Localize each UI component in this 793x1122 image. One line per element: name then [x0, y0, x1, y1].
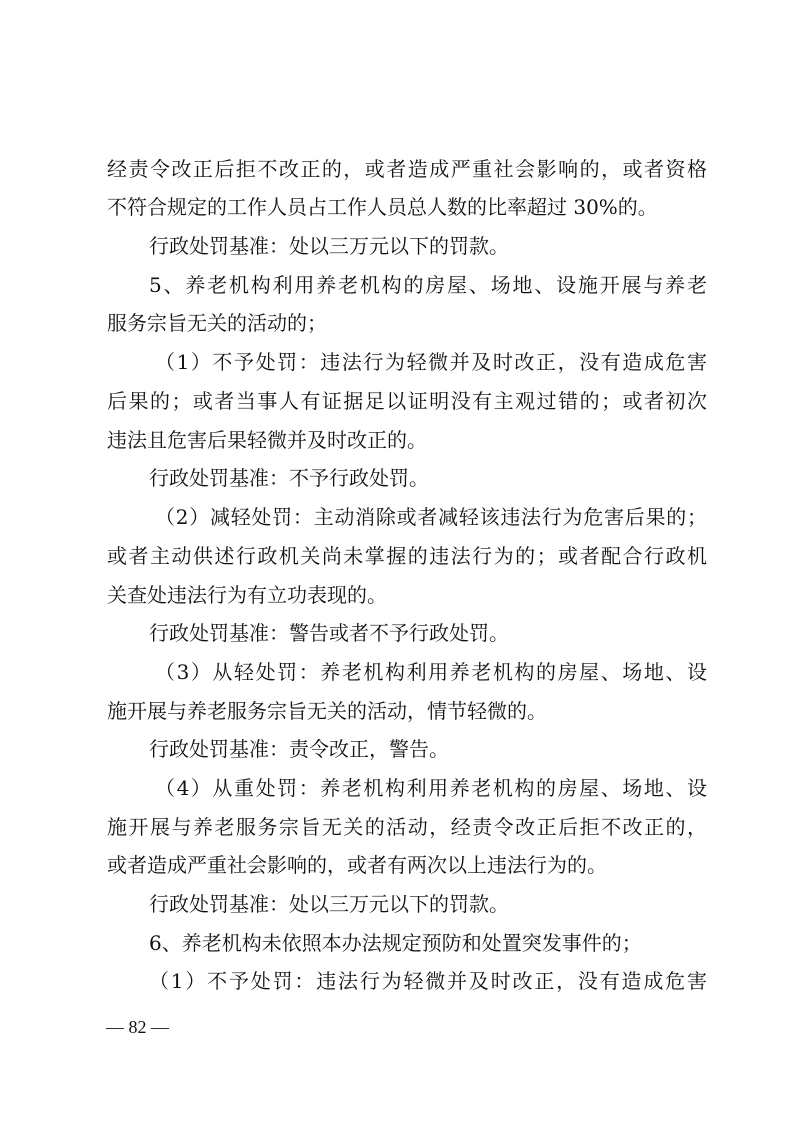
text-line-10: （2）减轻处罚：主动消除或者减轻该违法行为危害后果的； — [155, 505, 707, 529]
text-line-16: 行政处罚基准：责令改正，警告。 — [149, 737, 449, 761]
text-line-19: 或者造成严重社会影响的，或者有两次以上违法行为的。 — [107, 853, 607, 877]
text-line-4: 5、养老机构利用养老机构的房屋、场地、设施开展与养老 — [149, 273, 707, 297]
text-line-8: 违法且危害后果轻微并及时改正的。 — [107, 428, 427, 452]
text-line-7: 后果的；或者当事人有证据足以证明没有主观过错的；或者初次 — [107, 389, 707, 413]
text-line-9: 行政处罚基准：不予行政处罚。 — [149, 466, 429, 490]
text-line-3: 行政处罚基准：处以三万元以下的罚款。 — [149, 234, 509, 258]
text-line-12: 关查处违法行为有立功表现的。 — [107, 583, 387, 607]
text-line-18: 施开展与养老服务宗旨无关的活动，经责令改正后拒不改正的， — [107, 815, 707, 839]
text-line-6: （1）不予处罚：违法行为轻微并及时改正，没有造成危害 — [155, 350, 707, 374]
text-line-20: 行政处罚基准：处以三万元以下的罚款。 — [149, 892, 509, 916]
page-number: — 82 — — [106, 1017, 169, 1037]
text-line-5: 服务宗旨无关的活动的； — [107, 311, 327, 335]
text-line-1: 经责令改正后拒不改正的，或者造成严重社会影响的，或者资格 — [107, 157, 707, 181]
text-line-15: 施开展与养老服务宗旨无关的活动，情节轻微的。 — [107, 699, 547, 723]
text-line-14: （3）从轻处罚：养老机构利用养老机构的房屋、场地、设 — [155, 660, 707, 684]
text-line-11: 或者主动供述行政机关尚未掌握的违法行为的；或者配合行政机 — [107, 544, 707, 568]
text-line-2: 不符合规定的工作人员占工作人员总人数的比率超过 30%的。 — [107, 195, 658, 219]
text-line-22: （1）不予处罚：违法行为轻微并及时改正，没有造成危害 — [149, 969, 707, 993]
text-line-21: 6、养老机构未依照本办法规定预防和处置突发事件的； — [149, 931, 642, 955]
text-line-17: （4）从重处罚：养老机构利用养老机构的房屋、场地、设 — [155, 776, 707, 800]
text-line-13: 行政处罚基准：警告或者不予行政处罚。 — [149, 621, 509, 645]
